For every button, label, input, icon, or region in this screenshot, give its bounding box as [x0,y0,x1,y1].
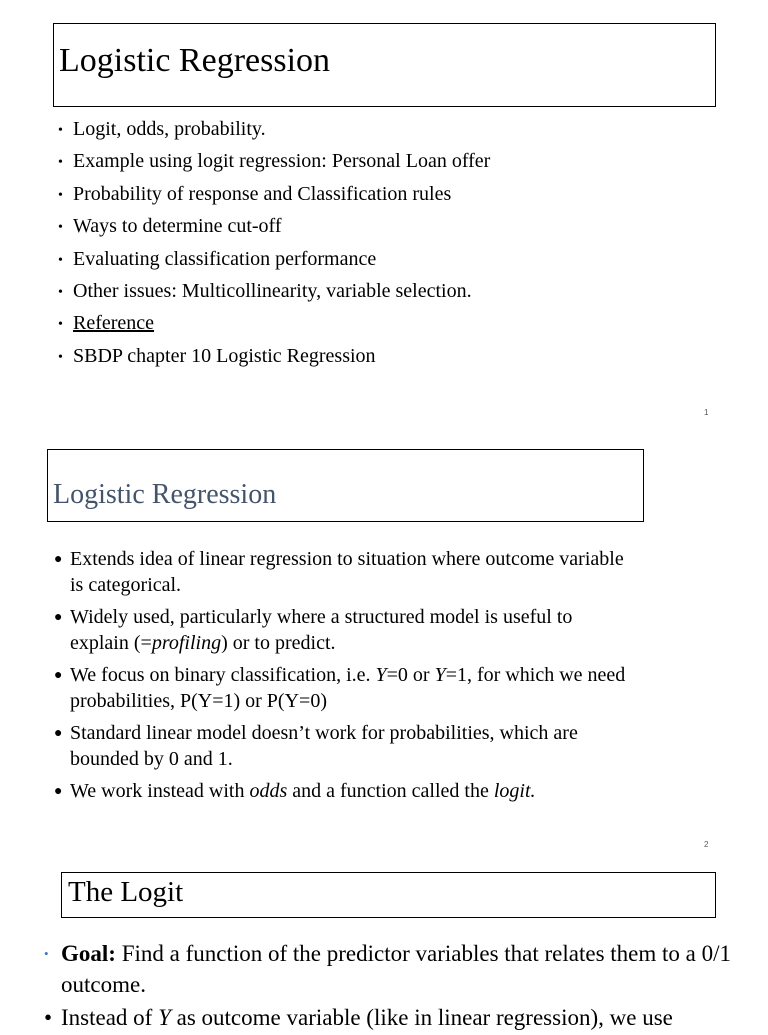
bullet-icon: ● [54,610,63,625]
page-number: 2 [704,840,709,849]
slide2-title: Logistic Regression [53,479,277,510]
bullet-icon: ● [54,784,63,799]
slide3-bullet-list [44,938,759,1035]
reference-link[interactable]: Reference [73,312,155,335]
list-item: • Ways to determine cut-off [58,213,698,245]
bullet-icon: ● [54,668,63,683]
bullet-icon: ● [54,552,63,567]
list-item: • Instead of Y as outcome variable (like in linear regression), we use [44,1002,759,1033]
list-item: ● Extends idea of linear regression to situation where outcome variable is categorical. [54,548,624,596]
list-item: • Goal: Find a function of the predictor variables that relates them to a 0/1 outcome. [44,938,759,1000]
bullet-icon: • [58,349,63,365]
bullet-icon: • [44,1005,53,1030]
list-item: • Logit, odds, probability. [58,116,698,148]
bullet-icon: • [58,252,63,268]
list-item: • Evaluating classification performance [58,246,698,278]
list-item: • Probability of response and Classification rules [58,181,698,213]
slide1-title: Logistic Regression [59,42,331,79]
list-item: • SBDP chapter 10 Logistic Regression [58,343,698,375]
bullet-icon: • [58,284,63,300]
slide3-title: The Logit [68,876,184,908]
list-item: ● Standard linear model doesn’t work for probabilities, which are bounded by 0 and 1. [54,722,578,770]
bullet-icon: • [58,155,63,171]
bullet-icon: ● [54,726,63,741]
list-item: ● We focus on binary classification, i.e. Y=0 or Y=1, for which we need probabilities, P(Y=1) or P(Y=0) [54,664,626,712]
bullet-icon: • [58,220,63,236]
list-item: • Example using logit regression: Personal Loan offer [58,148,698,180]
list-item: ● We work instead with odds and a function called the logit. [54,778,634,804]
bullet-icon: • [58,187,63,203]
page-number: 1 [704,408,709,417]
list-item [58,310,698,342]
list-item: ● Widely used, particularly where a structured model is useful to explain (=profiling) or to predict. [54,606,573,654]
slide2-bullet-list [54,546,634,810]
bullet-icon: • [58,123,63,138]
slide1-bullet-list [58,116,698,375]
list-item: • Other issues: Multicollinearity, variable selection. [58,278,698,310]
bullet-icon: • [44,946,49,961]
bullet-icon: • [58,317,63,333]
